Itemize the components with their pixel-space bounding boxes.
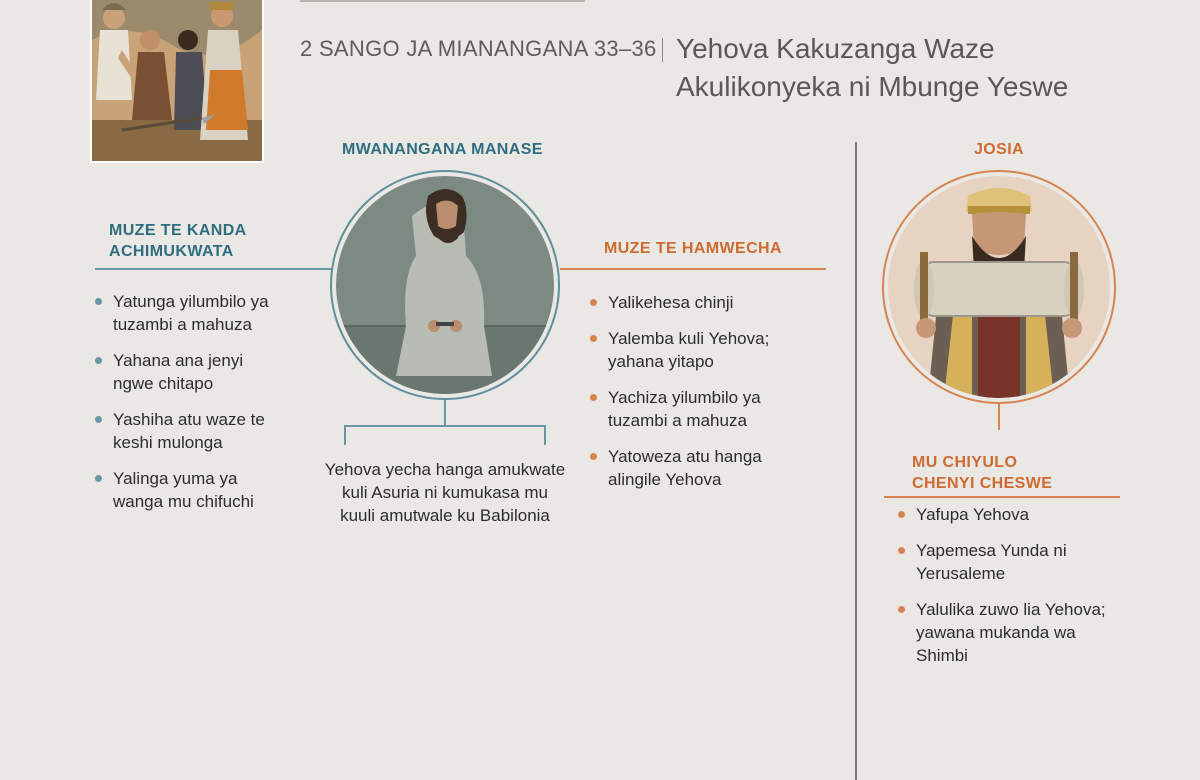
josia-reign-heading [912, 452, 1052, 494]
bullet-dot [590, 453, 597, 460]
josia-reign-list [898, 503, 1128, 680]
after-heading-rule [560, 268, 826, 270]
bullet-dot [95, 298, 102, 305]
bullet-dot [590, 335, 597, 342]
list-item: Yapemesa Yunda ni Yerusaleme [898, 539, 1128, 585]
josia-portrait [882, 170, 1116, 404]
bullet-dot [95, 475, 102, 482]
list-item: Yatoweza atu hanga alingile Yehova [590, 445, 820, 491]
title-line-1: Yehova Kakuzanga Waze [676, 33, 995, 64]
bullet-dot [898, 606, 905, 613]
list-item: Yahana ana jenyi ngwe chitapo [95, 349, 310, 395]
reign-heading-line-1: MU CHIYULO [912, 454, 1018, 471]
list-item: Yalinga yuma ya wanga mu chifuchi [95, 467, 310, 513]
caption-connector-right [544, 425, 546, 445]
list-item: Yachiza yilumbilo ya tuzambi a mahuza [590, 386, 820, 432]
list-item: Yalemba kuli Yehova; yahana yitapo [590, 327, 820, 373]
bullet-dot [898, 547, 905, 554]
bullet-dot [590, 299, 597, 306]
before-heading-line-2: ACHIMUKWATA [109, 243, 234, 260]
reign-heading-rule [884, 496, 1120, 498]
before-heading-rule [95, 268, 335, 270]
scripture-reference: 2 SANGO JA MIANANGANA 33–36 [300, 36, 657, 61]
after-release-heading: MUZE TE HAMWECHA [604, 240, 782, 257]
top-rule [300, 0, 585, 2]
manase-heading: MWANANGANA MANASE [342, 141, 543, 158]
list-item: Yashiha atu waze te keshi mulonga [95, 408, 310, 454]
list-item: Yafupa Yehova [898, 503, 1128, 526]
before-heading-line-1: MUZE TE KANDA [109, 222, 247, 239]
list-item: Yalikehesa chinji [590, 291, 820, 314]
column-divider [855, 142, 857, 780]
page-title [676, 30, 1068, 106]
bullet-dot [95, 416, 102, 423]
before-capture-heading [109, 220, 247, 262]
bullet-dot [95, 357, 102, 364]
title-divider [662, 38, 663, 62]
list-item: Yatunga yilumbilo ya tuzambi a mahuza [95, 290, 310, 336]
before-capture-list [95, 290, 310, 526]
captivity-caption: Yehova yecha hanga amukwate kuli Asuria ni kumukasa mu kuuli amutwale ku Babilonia [324, 460, 566, 525]
title-line-2: Akulikonyeka ni Mbunge Yeswe [676, 71, 1069, 102]
josia-heading: JOSIA [974, 141, 1025, 158]
josia-connector-stem [998, 404, 1000, 430]
caption-connector-left [344, 425, 346, 445]
list-item: Yalulika zuwo lia Yehova; yawana mukanda wa Shimbi [898, 598, 1128, 667]
bullet-dot [590, 394, 597, 401]
manase-portrait [330, 170, 560, 400]
caption-connector-bar [344, 425, 546, 427]
caption-connector-stem [444, 400, 446, 426]
bullet-dot [898, 511, 905, 518]
after-release-list [590, 291, 820, 504]
scene-thumbnail-image [90, 0, 264, 163]
reign-heading-line-2: CHENYI CHESWE [912, 475, 1053, 492]
